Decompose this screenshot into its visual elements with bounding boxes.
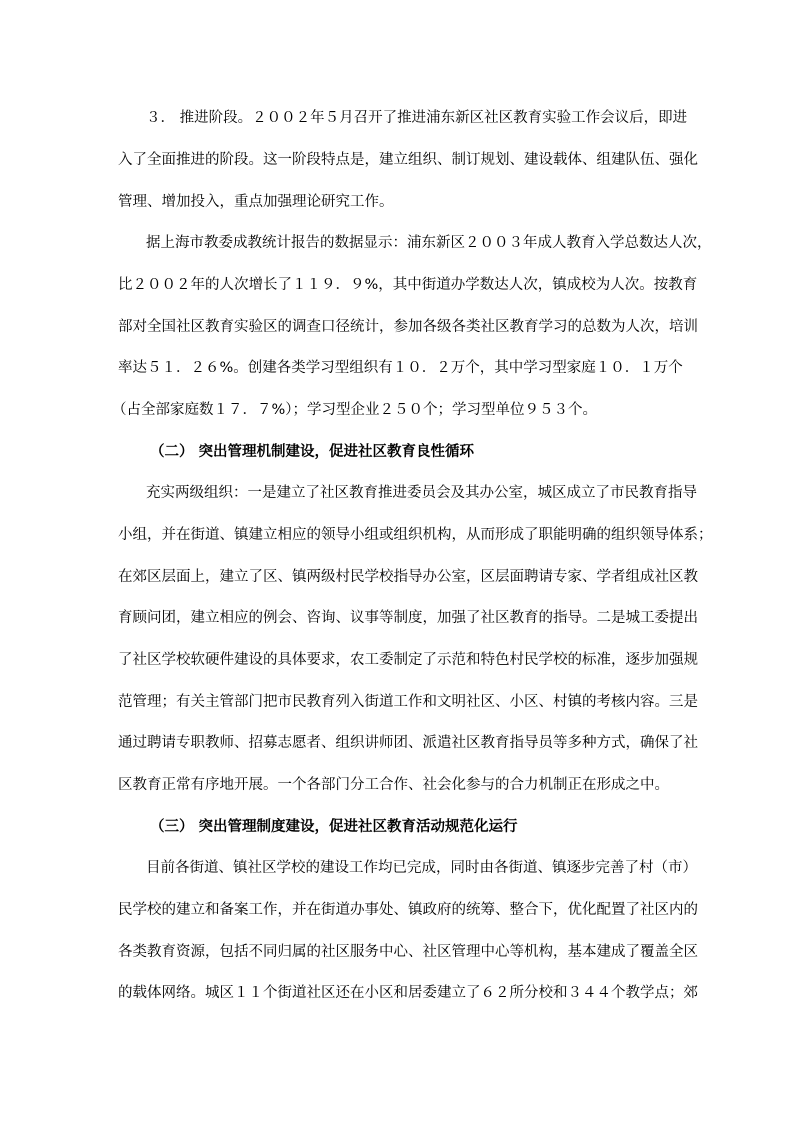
document-page: ３． 推进阶段。２００２年５月召开了推进浦东新区社区教育实验工作会议后，即进 入了全面推进的阶段。这一阶段特点是，建立组织、制订规划、建设载体、组建队伍、强化 管理、增加投入，重点加强理论研究工作。 据上海市教委成教统计报告的数据显示：浦东新区２００３年成人教育入学总数达人次， 比２００２年的人次增长了１１９．９%，其中街道办学数达人次，镇成校为人次。按教育 部对全国社区教育实验区的调查口径统计，参加各级各类社区教育学习的总数为人次，培训 率达５１．２６%。创建各类学习型组织有１０．２万个，其中学习型家庭１０．１万个 （占全部家庭数１７．７%）；学习型企业２５０个；学习型单位９５３个。 （二） 突出管理机制建设，促进社区教育良性循环 充实两级组织：一是建立了社区教育推进委员会及其办公室，城区成立了市民教育指导 小组，并在街道、镇建立相应的领导小组或组织机构，从而形成了职能明确的组织领导体系； 在郊区层面上，建立了区、镇两级村民学校指导办公室，区层面聘请专家、学者组成社区教 育顾问团，建立相应的例会、咨询、议事等制度，加强了社区教育的指导。二是城工委提出 了社区学校软硬件建设的具体要求，农工委制定了示范和特色村民学校的标准，逐步加强规 范管理；有关主管部门把市民教育列入街道工作和文明社区、小区、村镇的考核内容。三是 通过聘请专职教师、招募志愿者、组织讲师团、派遣社区教育指导员等多种方式，确保了社 区教育正常有序地开展。一个各部门分工合作、社会化参与的合力机制正在形成之中。 （三） 突出管理制度建设，促进社区教育活动规范化运行 目前各街道、镇社区学校的建设工作均已完成，同时由各街道、镇逐步完善了村（市） 民学校的建立和备案工作，并在街道办事处、镇政府的统筹、整合下，优化配置了社区内的 各类教育资源，包括不同归属的社区服务中心、社区管理中心等机构，基本建成了覆盖全区 的载体网络。城区１１个街道社区还在小区和居委建立了６２所分校和３４４个教学点；郊	[112, 110, 713, 1001]
